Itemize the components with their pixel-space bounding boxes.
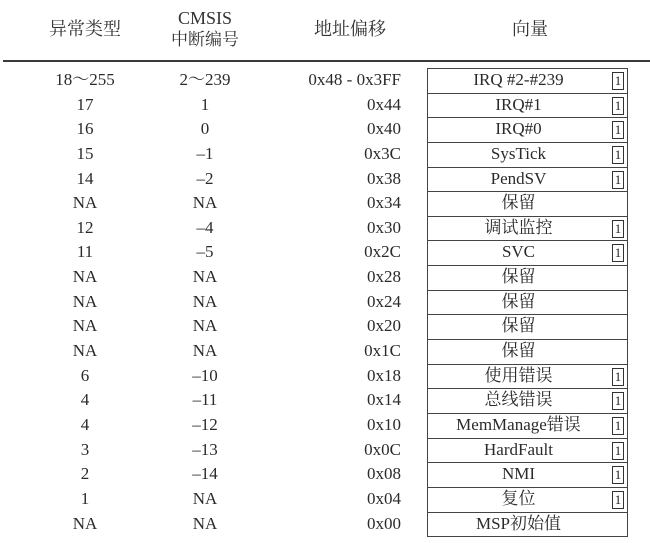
exception-type-cell: NA <box>72 316 98 336</box>
exception-type-cell: 15 <box>76 143 94 163</box>
address-offset-cell: 0x38 <box>367 168 401 188</box>
exception-type-cell: NA <box>72 193 98 213</box>
vector-entry <box>427 364 628 389</box>
cmsis-number-cell: 2～239 <box>179 70 231 89</box>
table-row <box>0 364 650 389</box>
exception-type-cell: 1 <box>80 488 90 508</box>
header-address-offset <box>290 0 410 58</box>
exception-type-cell: 4 <box>80 390 90 410</box>
vector-label: IRQ #2-#239 <box>473 70 564 89</box>
cmsis-number-cell: 0 <box>200 119 210 139</box>
lsb-one-badge: 1 <box>612 392 624 410</box>
exception-type-cell: 14 <box>76 168 94 188</box>
cmsis-number-cell: –5 <box>196 242 214 262</box>
cmsis-number-cell: NA <box>192 291 218 311</box>
exception-type-cell: 18～255 <box>55 70 115 89</box>
table-row <box>0 167 650 192</box>
address-offset-cell: 0x30 <box>367 217 401 237</box>
vector-label: 复位 <box>501 488 536 508</box>
table-row <box>0 68 650 93</box>
address-offset-cell: 0x48 - 0x3FF <box>308 70 401 89</box>
address-offset-cell: 0x1C <box>364 341 401 361</box>
header-exception-type-label: 异常类型 <box>49 19 121 39</box>
cmsis-number-cell: –13 <box>192 439 218 459</box>
table-row <box>0 117 650 142</box>
header-address-offset-label: 地址偏移 <box>314 19 386 39</box>
vector-label: 总线错误 <box>484 390 553 410</box>
address-offset-cell: 0x0C <box>364 439 401 459</box>
cmsis-number-cell: NA <box>192 513 218 533</box>
vector-label: 调试监控 <box>484 217 553 237</box>
exception-type-cell: 11 <box>76 242 94 262</box>
table-row <box>0 314 650 339</box>
vector-label: 使用错误 <box>484 365 553 385</box>
lsb-one-badge: 1 <box>612 466 624 484</box>
table-row <box>0 216 650 241</box>
table-row <box>0 142 650 167</box>
lsb-one-badge: 1 <box>612 171 624 189</box>
lsb-one-badge: 1 <box>612 121 624 139</box>
table-row <box>0 413 650 438</box>
address-offset-cell: 0x3C <box>364 143 401 163</box>
cmsis-number-cell: –14 <box>192 464 218 484</box>
address-offset-cell: 0x2C <box>364 242 401 262</box>
vector-label: NMI <box>501 464 536 484</box>
vector-label: SVC <box>501 242 536 262</box>
exception-type-cell: NA <box>72 341 98 361</box>
lsb-one-badge: 1 <box>612 97 624 115</box>
lsb-one-badge: 1 <box>612 220 624 238</box>
table-row <box>0 93 650 118</box>
vector-entry <box>427 314 628 339</box>
header-vector-label: 向量 <box>512 19 548 39</box>
header-cmsis-line1: CMSIS <box>177 8 233 28</box>
header-divider <box>3 60 650 62</box>
vector-entry <box>427 339 628 364</box>
vector-entry <box>427 240 628 265</box>
address-offset-cell: 0x18 <box>367 365 401 385</box>
vector-entry <box>427 290 628 315</box>
table-row <box>0 240 650 265</box>
vector-entry <box>427 93 628 118</box>
vector-table <box>0 68 650 536</box>
table-row <box>0 265 650 290</box>
table-row <box>0 438 650 463</box>
address-offset-cell: 0x44 <box>367 94 401 114</box>
vector-entry <box>427 512 628 538</box>
exception-type-cell: NA <box>72 513 98 533</box>
vector-entry <box>427 142 628 167</box>
vector-entry <box>427 462 628 487</box>
vector-label: IRQ#0 <box>495 119 542 139</box>
cmsis-number-cell: 1 <box>200 94 210 114</box>
address-offset-cell: 0x40 <box>367 119 401 139</box>
vector-entry <box>427 413 628 438</box>
cmsis-number-cell: NA <box>192 193 218 213</box>
cmsis-number-cell: –1 <box>196 143 214 163</box>
vector-entry <box>427 191 628 216</box>
lsb-one-badge: 1 <box>612 72 624 90</box>
vector-entry <box>427 388 628 413</box>
address-offset-cell: 0x08 <box>367 464 401 484</box>
header-vector <box>430 0 630 58</box>
exception-type-cell: NA <box>72 291 98 311</box>
table-row <box>0 512 650 537</box>
table-row <box>0 388 650 413</box>
vector-entry <box>427 167 628 192</box>
cmsis-number-cell: –2 <box>196 168 214 188</box>
vector-label: 保留 <box>501 193 536 213</box>
cmsis-number-cell: NA <box>192 341 218 361</box>
exception-type-cell: 3 <box>80 439 90 459</box>
vector-entry <box>427 487 628 512</box>
address-offset-cell: 0x00 <box>367 513 401 533</box>
vector-label: 保留 <box>501 341 536 361</box>
cmsis-number-cell: –10 <box>192 365 218 385</box>
vector-entry <box>427 68 628 93</box>
cmsis-number-cell: –12 <box>192 414 218 434</box>
header-cmsis-line2: 中断编号 <box>171 30 239 49</box>
exception-type-cell: NA <box>72 267 98 287</box>
lsb-one-badge: 1 <box>612 146 624 164</box>
address-offset-cell: 0x10 <box>367 414 401 434</box>
table-row <box>0 290 650 315</box>
vector-label: 保留 <box>501 291 536 311</box>
vector-entry <box>427 216 628 241</box>
lsb-one-badge: 1 <box>612 244 624 262</box>
exception-type-cell: 4 <box>80 414 90 434</box>
table-row <box>0 487 650 512</box>
address-offset-cell: 0x14 <box>367 390 401 410</box>
cmsis-number-cell: –11 <box>192 390 218 410</box>
vector-label: MSP初始值 <box>475 513 562 533</box>
vector-label: 保留 <box>501 267 536 287</box>
exception-type-cell: 17 <box>76 94 94 114</box>
vector-label: MemManage错误 <box>456 414 581 434</box>
exception-type-cell: 12 <box>76 217 94 237</box>
table-row <box>0 339 650 364</box>
vector-label: PendSV <box>490 168 547 188</box>
exception-type-cell: 16 <box>76 119 94 139</box>
cmsis-number-cell: NA <box>192 267 218 287</box>
vector-label: SysTick <box>490 143 547 163</box>
address-offset-cell: 0x20 <box>367 316 401 336</box>
header-exception-type <box>30 0 140 58</box>
cmsis-number-cell: NA <box>192 316 218 336</box>
vector-entry <box>427 438 628 463</box>
table-row <box>0 191 650 216</box>
vector-entry <box>427 265 628 290</box>
cmsis-number-cell: NA <box>192 488 218 508</box>
address-offset-cell: 0x04 <box>367 488 401 508</box>
exception-type-cell: 6 <box>80 365 90 385</box>
lsb-one-badge: 1 <box>612 368 624 386</box>
lsb-one-badge: 1 <box>612 442 624 460</box>
table-row <box>0 462 650 487</box>
vector-label: 保留 <box>501 316 536 336</box>
vector-label: IRQ#1 <box>495 94 542 114</box>
address-offset-cell: 0x24 <box>367 291 401 311</box>
lsb-one-badge: 1 <box>612 417 624 435</box>
vector-label: HardFault <box>484 439 553 459</box>
address-offset-cell: 0x28 <box>367 267 401 287</box>
cmsis-number-cell: –4 <box>196 217 214 237</box>
header-cmsis-number <box>150 0 260 58</box>
exception-type-cell: 2 <box>80 464 90 484</box>
address-offset-cell: 0x34 <box>367 193 401 213</box>
vector-entry <box>427 117 628 142</box>
lsb-one-badge: 1 <box>612 491 624 509</box>
